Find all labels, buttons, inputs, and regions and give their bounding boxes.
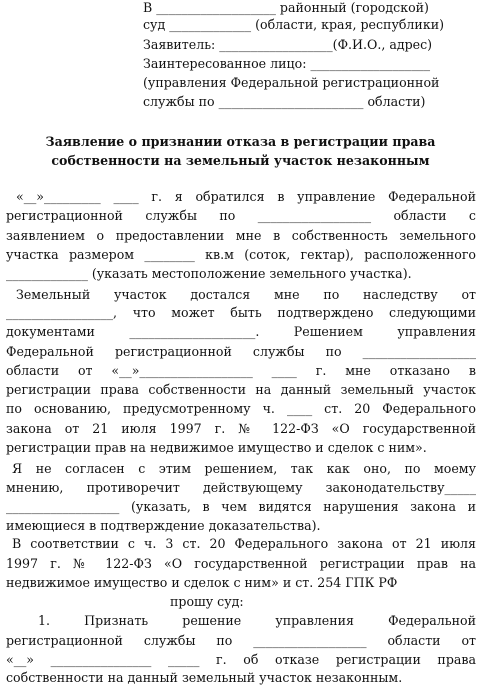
body-line: по основанию, предусмотренному ч. ____ ст. 20 Федерального bbox=[6, 401, 476, 416]
body-line: Федеральной регистрационной службы по __________________ bbox=[6, 344, 476, 359]
body-line: регистрации права собственности на данный земельный участок bbox=[6, 382, 476, 397]
body-line: документами ____________________. Решением управления bbox=[6, 324, 476, 339]
body-line: В соответствии с ч. 3 ст. 20 Федерального закона от 21 июля bbox=[12, 536, 476, 551]
body-line: «__»_________ ____ г. я обратился в управление Федеральной bbox=[16, 189, 476, 204]
body-line: собственности на данный земельный участок незаконным. bbox=[6, 670, 403, 685]
body-line: регистрации прав на недвижимое имущество и сделок с ним». bbox=[6, 440, 427, 455]
body-line: Я не согласен с этим решением, так как оно, по моему bbox=[12, 461, 476, 476]
body-line: заявлением о предоставлении мне в собственность земельного bbox=[6, 228, 476, 243]
document-title-line-1: Заявление о признании отказа в регистрации права bbox=[45, 134, 436, 149]
header-applicant-line: Заявитель: __________________(Ф.И.О., адрес) bbox=[143, 37, 433, 52]
body-line: 1997 г. № 122-ФЗ «О государственной регистрации прав на bbox=[6, 556, 476, 571]
header-authority-region-line: службы по _______________________ области) bbox=[143, 94, 426, 109]
body-line: закона от 21 июля 1997 г. № 122-ФЗ «О государственной bbox=[6, 421, 476, 436]
body-line: недвижимое имущество и сделок с ним» и ст. 254 ГПК РФ bbox=[6, 575, 398, 590]
body-line: _________________, что может быть подтверждено следующими bbox=[6, 305, 476, 320]
body-line: __________________ (указать, в чем видятся нарушения закона и bbox=[6, 499, 476, 514]
document-title-line-2: собственности на земельный участок незаконным bbox=[51, 153, 430, 168]
body-line: «__» ________________ _____ г. об отказе регистрации права bbox=[6, 652, 476, 667]
header-court-line: В ___________________ районный (городской) bbox=[143, 0, 429, 15]
body-line: Земельный участок достался мне по наследству от bbox=[16, 287, 476, 302]
header-interested-party-line: Заинтересованное лицо: ___________________ bbox=[143, 56, 431, 71]
body-line: регистрационной службы по __________________ области от bbox=[6, 633, 476, 648]
header-court-region-line: суд _____________ (области, края, республики) bbox=[143, 17, 445, 32]
body-line: 1. Признать решение управления Федеральной bbox=[38, 613, 476, 628]
body-line: регистрационной службы по __________________ области с bbox=[6, 208, 476, 223]
body-line: области от «__»__________________ ____ г. мне отказано в bbox=[6, 363, 476, 378]
body-line: мнению, противоречит действующему законодательству_____ bbox=[6, 480, 476, 495]
body-request-heading: прошу суд: bbox=[170, 594, 244, 609]
body-line: участка размером ________ кв.м (соток, гектар), расположенного bbox=[6, 247, 476, 262]
body-line: _____________ (указать местоположение земельного участка). bbox=[6, 266, 412, 281]
body-line: имеющиеся в подтверждение доказательства). bbox=[6, 518, 321, 533]
header-authority-line: (управления Федеральной регистрационной bbox=[143, 75, 440, 90]
